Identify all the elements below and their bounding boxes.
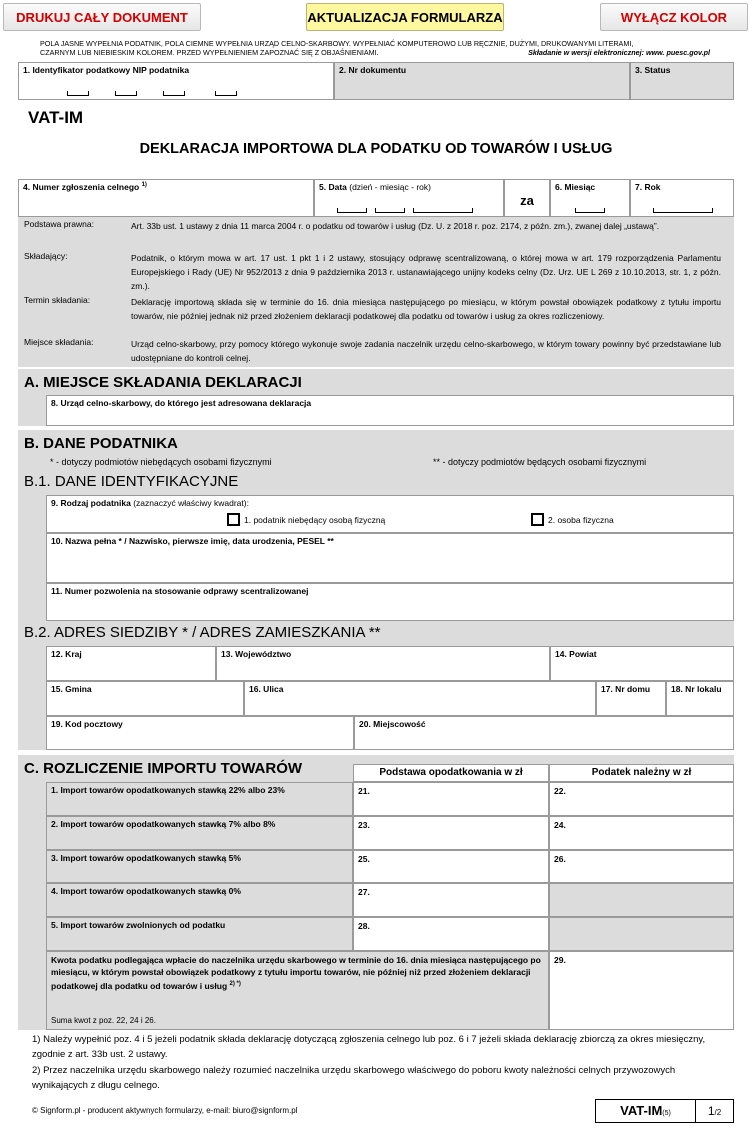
filer-label: Składający: [24, 251, 68, 261]
print-document-button[interactable]: DRUKUJ CAŁY DOKUMENT [3, 3, 201, 31]
nip-label: 1. Identyfikator podatkowy NIP podatnika [23, 65, 190, 75]
section-b2-title: B.2. ADRES SIEDZIBY * / ADRES ZAMIESZKANIA ** [24, 624, 381, 641]
city-label: 20. Miejscowość [359, 719, 426, 729]
commune-field[interactable] [46, 681, 244, 716]
voivodeship-label: 13. Województwo [221, 649, 292, 659]
footer-form-code: VAT-IM(5) [596, 1100, 696, 1122]
tax-due-sum-note: Suma kwot z poz. 22, 24 i 26. [51, 1016, 156, 1025]
document-number-field [334, 62, 630, 100]
checkbox-natural-person[interactable] [531, 513, 544, 526]
taxpayer-type-field [46, 495, 734, 533]
date-field[interactable] [314, 179, 504, 217]
footer-page-number: 1/2 [707, 1104, 722, 1118]
section-b-title: B. DANE PODATNIKA [24, 435, 178, 452]
za-label: za [504, 179, 550, 217]
permit-number-label: 11. Numer pozwolenia na stosowanie odprawy scentralizowanej [51, 586, 309, 596]
tax-base-field-23[interactable]: 23. [353, 816, 549, 850]
instructions-line1: POLA JASNE WYPEŁNIA PODATNIK, POLA CIEMNE WYPEŁNIA URZĄD CELNO-SKARBOWY. WYPEŁNIAĆ KOMPUTEROWO LUB RĘCZNIE, DUŻYMI, DRUKOWANYMI LITERAMI, [40, 39, 634, 48]
county-label: 14. Powiat [555, 649, 597, 659]
filer-text: Podatnik, o którym mowa w art. 17 ust. 1 pkt 1 i 2 ustawy, stosujący odprawę scentralizowaną, o której mowa w art. 179 rozporządzenia Parlamentu Europejskiego i Rady (UE) Nr 952/2013 z dnia 9 października 2013 r. ustanawiającego unijny kodeks celny (Dz. Urz. UE L 269 z 10.10.2013, str. 1, z późn. zm.). [131, 253, 721, 291]
document-number-label: 2. Nr dokumentu [339, 65, 407, 75]
section-a-title: A. MIEJSCE SKŁADANIA DEKLARACJI [24, 374, 302, 391]
electronic-filing-note: Składanie w wersji elektronicznej: www. puesc.gov.pl [528, 48, 710, 57]
country-field[interactable] [46, 646, 216, 681]
column-header-tax-due: Podatek należny w zł [549, 764, 734, 782]
section-b1-title: B.1. DANE IDENTYFIKACYJNE [24, 473, 239, 490]
import-row-label: 2. Import towarów opodatkowanych stawką 7% albo 8% [46, 816, 353, 850]
footnote-2: 2) Przez naczelnika urzędu skarbowego należy rozumieć naczelnika urzędu skarbowego właściwego do poboru kwoty należności celnych przywozowych wynikających z długu celnego. [32, 1065, 676, 1091]
tax-due-field-29[interactable]: 29. [549, 951, 734, 1030]
form-title: DEKLARACJA IMPORTOWA DLA PODATKU OD TOWARÓW I USŁUG [139, 141, 613, 157]
import-row-label: 4. Import towarów opodatkowanych stawką 0% [46, 883, 353, 917]
tax-due-field-22[interactable]: 22. [549, 782, 734, 816]
footnote-1: 1) Należy wypełnić poz. 4 i 5 jeżeli podatnik składa deklarację dotyczącą zgłoszenia celnego lub poz. 6 i 7 jeżeli składa deklarację zbiorczą za okres miesięczny, zgodnie z art. 33b ust. 2 ustawy. [32, 1034, 706, 1060]
permit-number-field[interactable] [46, 583, 734, 621]
instructions [40, 39, 710, 57]
year-label: 7. Rok [635, 182, 661, 192]
tax-due-field-26[interactable]: 26. [549, 850, 734, 883]
full-name-field[interactable] [46, 533, 734, 583]
month-label: 6. Miesiąc [555, 182, 596, 192]
deadline-text: Deklarację importową składa się w terminie do 16. dnia miesiąca następującego po miesiącu, w którym powstał obowiązek podatkowy z tytułu importu towarów, nie później jednak niż przed złożeniem deklaracji podatkowej dla podatku od towarów i usług za okres rozliczeniowy. [131, 297, 721, 321]
full-name-label: 10. Nazwa pełna * / Nazwisko, pierwsze imię, data urodzenia, PESEL ** [51, 536, 334, 546]
update-form-button[interactable]: AKTUALIZACJA FORMULARZA [306, 3, 504, 31]
column-header-tax-base: Podstawa opodatkowania w zł [353, 764, 549, 782]
customs-number-label: 4. Numer zgłoszenia celnego $^{1)}$ [23, 182, 147, 192]
postal-code-label: 19. Kod pocztowy [51, 719, 123, 729]
taxpayer-type-label: 9. Rodzaj podatnika (zaznaczyć właściwy kwadrat): [51, 498, 249, 508]
place-text: Urząd celno-skarbowy, przy pomocy którego wykonuje swoje zadania naczelnik urzędu celno-skarbowego, w którym towary powinny być przedstawiane lub udostępniane do kontroli celnej. [131, 339, 721, 363]
county-field[interactable] [550, 646, 734, 681]
month-field[interactable] [550, 179, 630, 217]
disable-color-button[interactable]: WYŁĄCZ KOLOR [600, 3, 748, 31]
place-label: Miejsce składania: [24, 337, 94, 347]
status-field [630, 62, 734, 100]
tax-base-field-21[interactable]: 21. [353, 782, 549, 816]
year-field[interactable] [630, 179, 734, 217]
import-row-label: 1. Import towarów opodatkowanych stawką 22% albo 23% [46, 782, 353, 816]
house-number-label: 17. Nr domu [601, 684, 651, 694]
date-label: 5. Data (dzień - miesiąc - rok) [319, 182, 431, 192]
tax-due-description-text: Kwota podatku podlegająca wpłacie do naczelnika urzędu skarbowego w terminie do 16. dnia miesiąca następującego po miesiącu, w którym powstał obowiązek podatkowy z tytułu importu towarów, nie później niż przed złożeniem deklaracji podatkowej dla podatku od towarów i usług $^{2) *)}$ [51, 955, 541, 991]
postal-code-field[interactable] [46, 716, 354, 750]
tax-due-field-24[interactable]: 24. [549, 816, 734, 850]
city-field[interactable] [354, 716, 734, 750]
import-row-label: 5. Import towarów zwolnionych od podatku [46, 917, 353, 951]
section-b-note-left: * - dotyczy podmiotów niebędących osobami fizycznymi [50, 457, 272, 467]
flat-number-label: 18. Nr lokalu [671, 684, 722, 694]
section-b-note-right: ** - dotyczy podmiotów będących osobami fizycznymi [433, 457, 647, 467]
customs-number-field[interactable] [18, 179, 314, 217]
status-label: 3. Status [635, 65, 671, 75]
option-non-natural-person[interactable]: 1. podatnik niebędący osobą fizyczną [227, 514, 385, 527]
tax-due-disabled-cell [549, 883, 734, 917]
country-label: 12. Kraj [51, 649, 82, 659]
tax-due-disabled-cell [549, 917, 734, 951]
tax-base-field-28[interactable]: 28. [353, 917, 549, 951]
option-natural-person[interactable]: 2. osoba fizyczna [531, 514, 614, 527]
tax-office-field[interactable] [46, 395, 734, 426]
footer-credit: © Signform.pl - producent aktywnych formularzy, e-mail: biuro@signform.pl [32, 1106, 298, 1115]
form-code: VAT-IM [28, 108, 84, 127]
import-row-label: 3. Import towarów opodatkowanych stawką 5% [46, 850, 353, 883]
flat-number-field[interactable] [666, 681, 734, 716]
section-c-title: C. ROZLICZENIE IMPORTU TOWARÓW [24, 760, 303, 777]
voivodeship-field[interactable] [216, 646, 550, 681]
deadline-label: Termin składania: [24, 295, 91, 305]
street-field[interactable] [244, 681, 596, 716]
nip-field[interactable] [18, 62, 334, 100]
tax-base-field-27[interactable]: 27. [353, 883, 549, 917]
legal-basis-label: Podstawa prawna: [24, 219, 94, 229]
legal-basis-text: Art. 33b ust. 1 ustawy z dnia 11 marca 2004 r. o podatku od towarów i usług (Dz. U. z 2018 r. poz. 2174, z późn. zm.), zwanej dalej „ustawą”. [131, 221, 660, 231]
tax-base-field-25[interactable]: 25. [353, 850, 549, 883]
checkbox-non-natural-person[interactable] [227, 513, 240, 526]
commune-label: 15. Gmina [51, 684, 92, 694]
tax-office-label: 8. Urząd celno-skarbowy, do którego jest adresowana deklaracja [51, 398, 312, 408]
house-number-field[interactable] [596, 681, 666, 716]
tax-due-description [46, 951, 549, 1030]
street-label: 16. Ulica [249, 684, 284, 694]
instructions-line2: CZARNYM LUB NIEBIESKIM KOLOREM. PRZED WYPEŁNIENIEM ZAPOZNAĆ SIĘ Z OBJAŚNIENIAMI. [40, 48, 379, 57]
footer-form-id [595, 1099, 734, 1123]
